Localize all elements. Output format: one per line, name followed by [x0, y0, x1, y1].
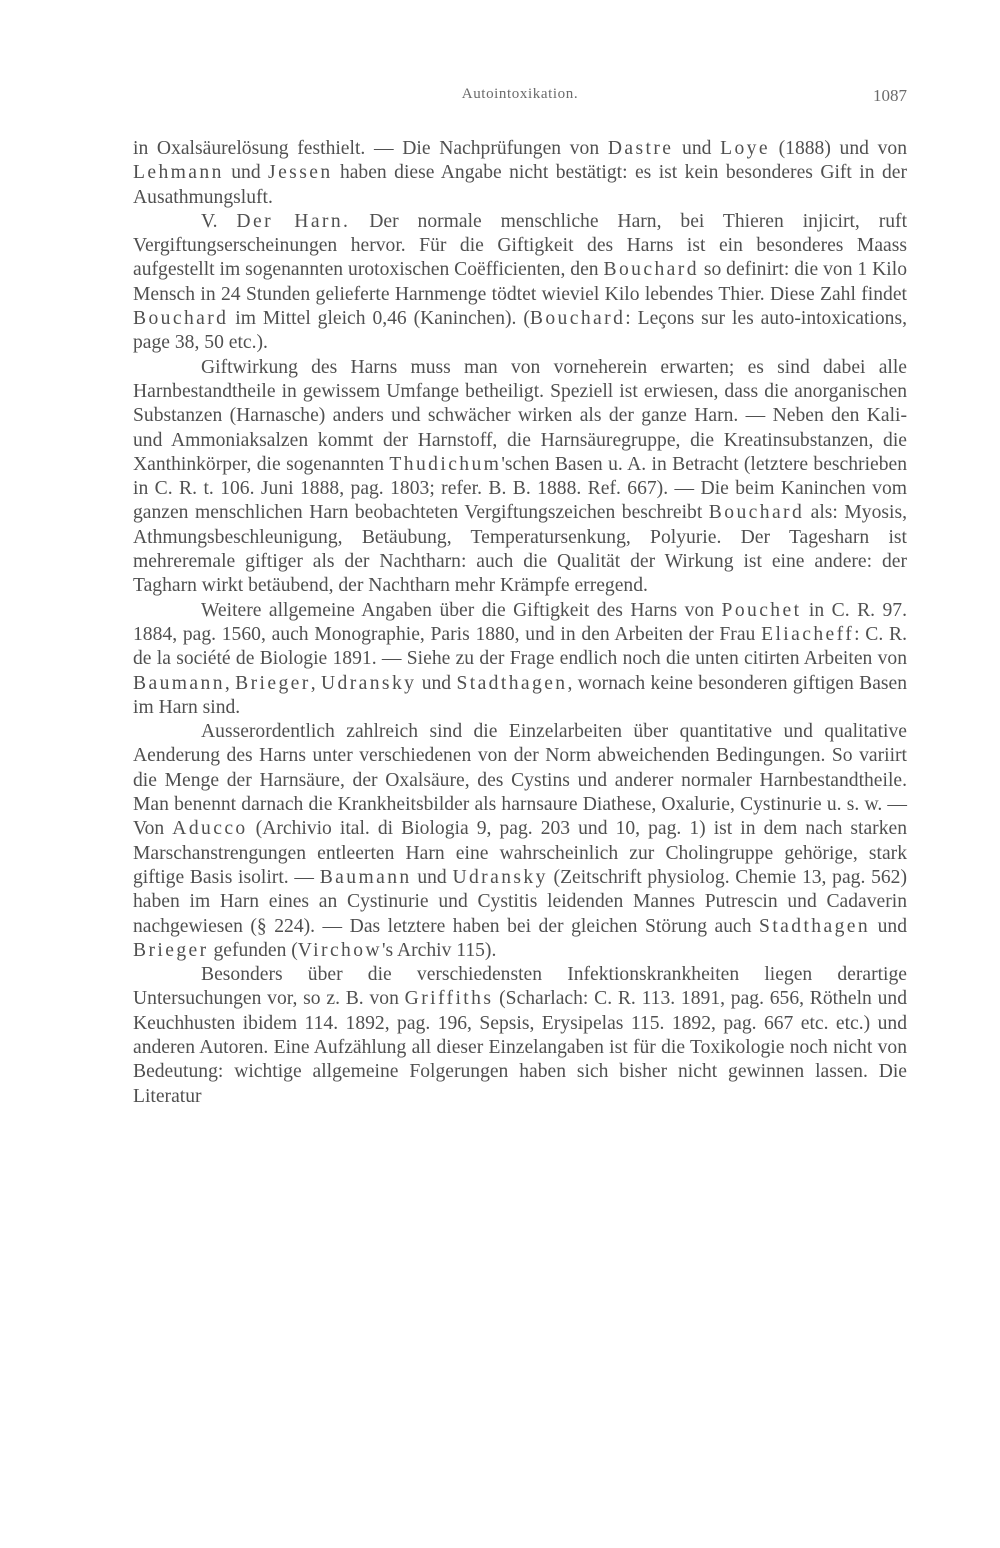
text-run: , [310, 672, 321, 694]
text-run: (Zeitschrift physiolog. Chemie 13, pag. 562) haben im Harn eines an Cystinurie und Cystitis leidenden Mannes Putrescin und Cadaverin nachgewiesen (§ 224). — Das letztere haben bei der gleichen Störung auch [133, 866, 907, 937]
paragraph-2 [133, 210, 907, 356]
text-run: (Scharlach: C. R. 113. 1891, pag. 656, Rötheln und Keuchhusten ibidem 114. 1892, pag. 196, Sepsis, Erysipelas 115. 1892, pag. 667 etc. etc.) und anderen Autoren. Eine Aufzählung all dieser Einzelangaben ist für die Toxikologie noch nicht von Bedeutung: wichtige allgemeine Folgerungen haben sich bisher nicht gewinnen lassen. Die Literatur [133, 988, 907, 1107]
spaced-name: Stadthagen [759, 915, 871, 937]
text-run: haben diese Angabe nicht bestätigt: es ist kein besonderes Gift in der Ausathmungsluft. [133, 162, 907, 208]
body-text [133, 137, 907, 1109]
paragraph-4 [133, 599, 907, 720]
text-run: V. [201, 210, 237, 232]
text-run: und [411, 866, 453, 888]
spaced-name: Brieger [235, 672, 311, 694]
page-number: 1087 [873, 86, 907, 105]
text-run: Giftwirkung des Harns muss man von vorneherein erwarten; es sind dabei alle Harnbestandtheile in gewissem Umfange betheiligt. Speziell ist erwiesen, dass die anorganischen Substanzen (Harnasche) anders und schwächer wirken als der ganze Harn. — Neben den Kali- und Ammoniaksalzen kommt der Harnstoff, die Harnsäuregruppe, die Kreatinsubstanzen, die Xanthinkörper, die sogenannten [133, 356, 907, 475]
running-title: Autointoxikation. [461, 86, 579, 102]
text-run: Der normale menschliche Harn, bei Thieren injicirt, ruft Vergiftungserscheinungen hervor. Für die Giftigkeit des Harns ist ein besonderes Maass aufgestellt im sogenannten urotoxischen Coëfficienten, den [133, 210, 908, 281]
text-run: 's Archiv 115). [381, 939, 497, 961]
spaced-name: Virchow [297, 939, 382, 961]
spaced-name: Pouchet [721, 599, 802, 621]
spaced-name: Udransky [320, 672, 417, 694]
text-run: : Leçons sur les auto-intoxications, page 38, 50 etc.). [133, 308, 907, 354]
text-run: Besonders über die verschiedensten Infektionskrankheiten liegen derartige Untersuchungen vor, so z. B. von [133, 964, 907, 1010]
text-run: in Oxalsäurelösung festhielt. — Die Nachprüfungen von [133, 138, 608, 159]
text-run: im Mittel gleich 0,46 (Kaninchen). ( [228, 308, 530, 330]
text-run: Ausserordentlich zahlreich sind die Einzelarbeiten über quantitative und qualitative Aenderung des Harns unter verschiedenen von der Norm abweichenden Bedingungen. So variirt die Menge der Harnsäure, der Oxalsäure, des Cystins und anderer normaler Harnbestandtheile. Man benennt darnach die Krankheitsbilder als harnsaure Diathese, Oxalurie, Cystinurie u. s. w. — Von [133, 721, 907, 840]
spaced-name: Bouchard [133, 308, 229, 330]
spaced-name: Lehmann [133, 162, 224, 184]
spaced-name: Bouchard [529, 308, 626, 330]
paragraph-3 [133, 356, 907, 599]
paragraph-5 [133, 720, 907, 963]
spaced-name: Baumann [319, 866, 412, 888]
text-run: und [416, 672, 457, 694]
text-run: : C. R. de la société de Biologie 1891. — Siehe zu der Frage endlich noch die unten citirten Arbeiten von [133, 623, 907, 670]
text-run: Weitere allgemeine Angaben über die Giftigkeit des Harns von [201, 599, 722, 621]
spaced-name: Dastre [607, 138, 674, 159]
text-run: (1888) und von [769, 138, 908, 159]
text-run: als: Myosis, Athmungsbeschleunigung, Betäubung, Temperatursenkung, Polyurie. Der Tagesharn ist mehreremale giftiger als der Nachtharn: auch die Qualität der Wirkung ist eine andere: der Tagharn wirkt betäubend, der Nachtharn mehr Krämpfe erregend. [133, 502, 907, 597]
spaced-name: Aducco [172, 818, 248, 840]
spaced-name: Udransky [452, 866, 548, 888]
spaced-name: Der Harn. [236, 210, 351, 232]
paragraph-1 [133, 137, 907, 210]
spaced-name: Stadthagen [456, 672, 568, 694]
spaced-name: Eliacheff [761, 623, 855, 645]
spaced-name: Loye [720, 138, 770, 159]
spaced-name: Brieger [133, 939, 209, 961]
text-run: 'schen Basen u. A. in Betracht (letztere beschrieben in C. R. t. 106. Juni 1888, pag. 1803; refer. B. B. 1888. Ref. 667). — Die beim Kaninchen vom ganzen menschlichen Harn beobachteten Vergiftungszeichen beschreibt [133, 453, 907, 524]
spaced-name: Jessen [268, 162, 333, 184]
text-run: und [223, 162, 269, 184]
page-header [133, 86, 907, 114]
spaced-name: Thudichum [389, 453, 502, 475]
text-run: gefunden ( [208, 939, 298, 961]
text-run: , wornach keine besonderen giftigen Basen im Harn sind. [133, 672, 908, 718]
text-run: in C. R. 97. 1884, pag. 1560, auch Monographie, Paris 1880, und in den Arbeiten der Frau [133, 599, 908, 645]
paragraph-6 [133, 963, 907, 1109]
spaced-name: Bouchard [708, 502, 805, 524]
spaced-name: Bouchard [603, 259, 699, 281]
text-run: so definirt: die von 1 Kilo Mensch in 24 Stunden gelieferte Harnmenge tödtet wieviel Kilo lebendes Thier. Diese Zahl findet [133, 259, 907, 305]
text-run: und [870, 915, 907, 937]
spaced-name: Griffiths [404, 988, 494, 1010]
text-run: (Archivio ital. di Biologia 9, pag. 203 und 10, pag. 1) ist in dem nach starken Marschanstrengungen entleerten Harn eine wahrscheinlich zur Cholingruppe gehörige, stark giftige Basis isolirt. — [133, 818, 907, 888]
spaced-name: Baumann [133, 672, 225, 694]
text-run: und [673, 138, 721, 159]
text-run: , [224, 672, 236, 694]
